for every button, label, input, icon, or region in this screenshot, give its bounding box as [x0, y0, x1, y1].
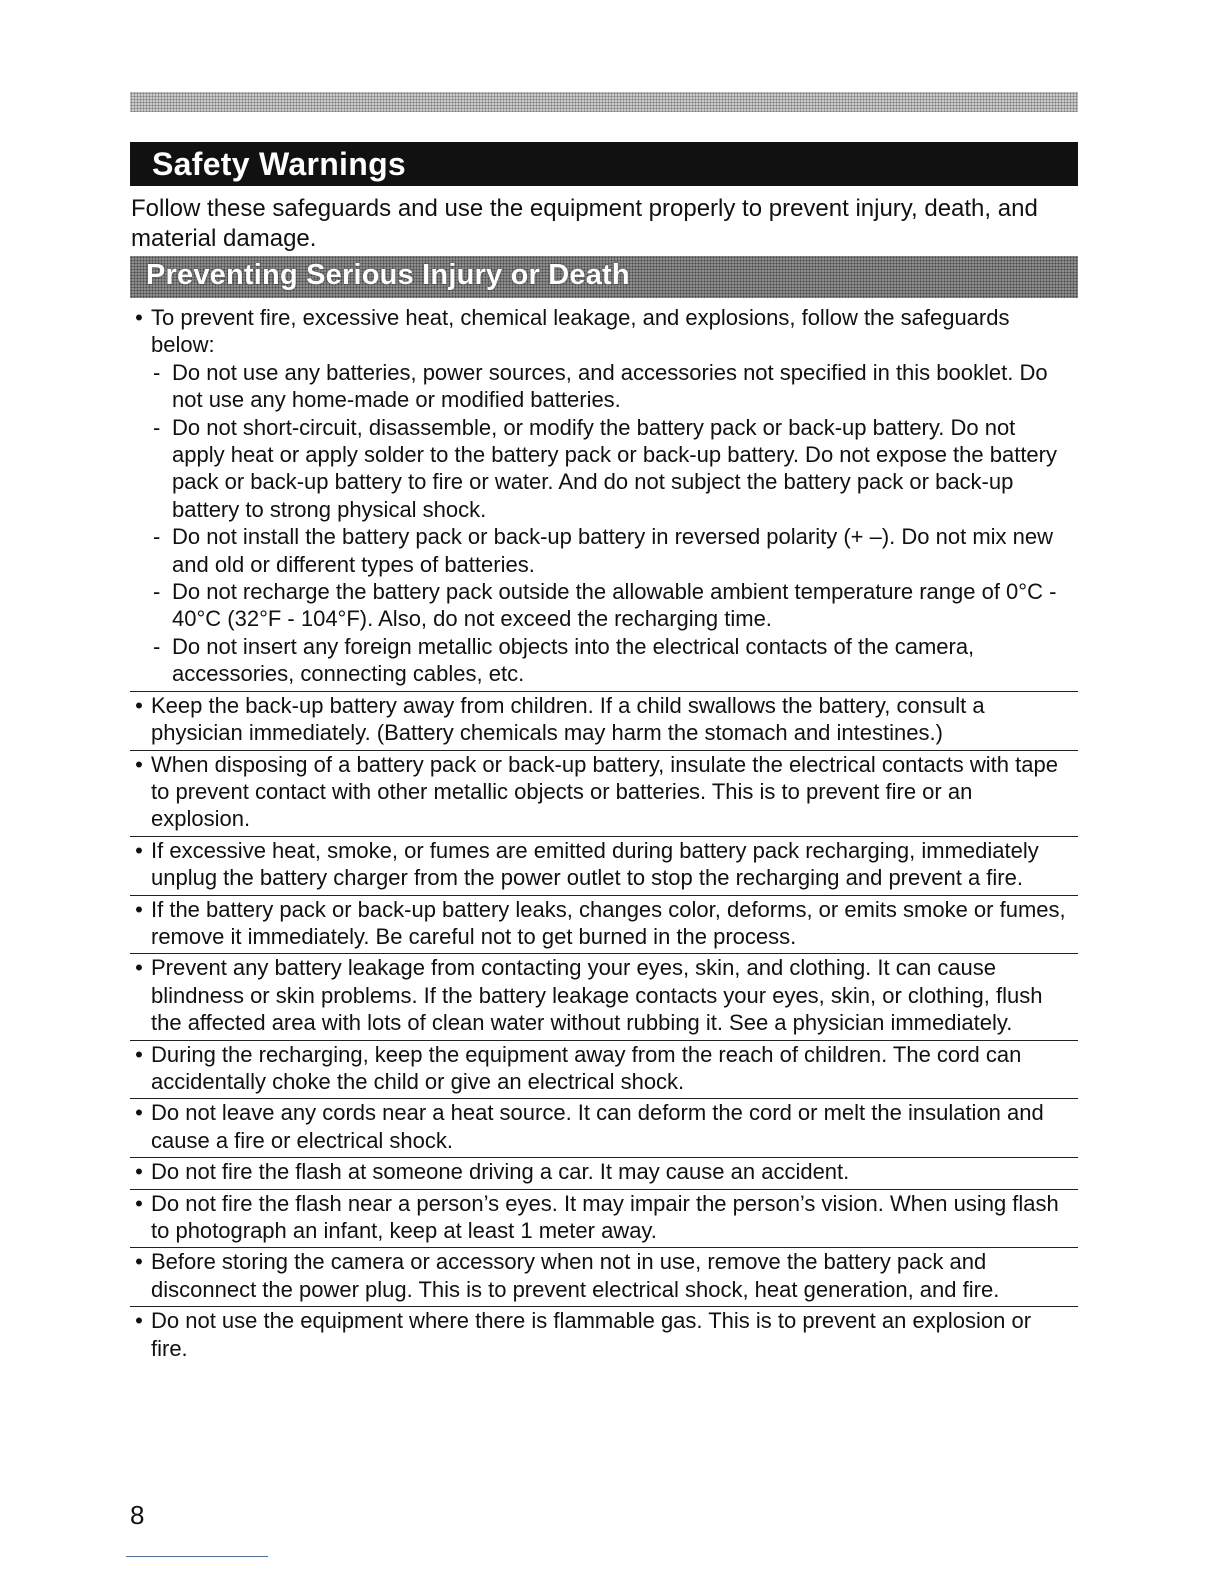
safeguard-item: [151, 414, 1072, 524]
intro-text: Follow these safeguards and use the equipment properly to prevent injury, death, and material damage.: [131, 195, 1038, 252]
warning-item: [130, 1307, 1078, 1365]
decorative-band: [130, 92, 1078, 112]
warning-item: [130, 1099, 1078, 1158]
bullet-icon: •: [135, 1100, 143, 1126]
bullet-icon: •: [135, 955, 143, 981]
bullet-icon: •: [135, 692, 143, 718]
safeguard-text: Do not recharge the battery pack outside the allowable ambient temperature range of 0°C - 40°C (32°F - 104°F). Also, do not exceed the recharging time.: [172, 579, 1057, 632]
bullet-icon: •: [135, 1159, 143, 1185]
bullet-icon: •: [135, 1190, 143, 1216]
dash-icon: -: [153, 359, 161, 385]
safeguard-item: [151, 359, 1072, 414]
warning-item: [130, 896, 1078, 955]
warning-text: Do not fire the flash near a person’s eyes. It may impair the person’s vision. When using flash to photograph an infant, keep at least 1 meter away.: [151, 1190, 1059, 1243]
warning-item: [130, 692, 1078, 751]
section-title: Preventing Serious Injury or Death: [146, 259, 630, 291]
warning-item: [130, 1158, 1078, 1189]
warning-text: To prevent fire, excessive heat, chemical leakage, and explosions, follow the safeguards below:: [151, 305, 1010, 358]
warning-item: [130, 1190, 1078, 1249]
dash-icon: -: [153, 633, 161, 659]
safeguard-text: Do not short-circuit, disassemble, or modify the battery pack or back-up battery. Do not apply heat or apply solder to the battery pack or back-up battery. Do not expose the battery pack or back-up battery to fire or water. And do not subject the battery pack or back-up battery to strong physical shock.: [172, 414, 1057, 522]
bullet-icon: •: [135, 305, 143, 330]
warning-text: During the recharging, keep the equipment away from the reach of children. The cord can accidentally choke the child or give an electrical shock.: [151, 1041, 1022, 1094]
title-bar: [130, 142, 1078, 186]
safeguard-text: Do not use any batteries, power sources, and accessories not specified in this booklet. Do not use any home-made or modified batteries.: [172, 359, 1048, 413]
warning-item: [130, 1248, 1078, 1307]
warning-list: [130, 304, 1078, 1365]
section-header-bar: [130, 256, 1078, 298]
dash-icon: -: [153, 579, 161, 605]
warning-text: Prevent any battery leakage from contacting your eyes, skin, and clothing. It can cause blindness or skin problems. If the battery leakage contacts your eyes, skin, or clothing, flush the affected area with lots of clean water without rubbing it. See a physician immediately.: [151, 955, 1043, 1036]
warning-item: [130, 751, 1078, 837]
bullet-icon: •: [135, 1308, 143, 1334]
footer-rule: [126, 1556, 268, 1557]
page-number: 8: [130, 1500, 145, 1530]
dash-icon: -: [153, 524, 161, 550]
warning-text: When disposing of a battery pack or back-up battery, insulate the electrical contacts with tape to prevent contact with other metallic objects or batteries. This is to prevent fire or an explosion.: [151, 751, 1058, 832]
dash-icon: -: [153, 414, 161, 440]
safeguard-item: [151, 578, 1072, 633]
safeguard-item: [151, 523, 1072, 578]
warning-text: Do not fire the flash at someone driving a car. It may cause an accident.: [151, 1159, 850, 1185]
warning-item: [130, 837, 1078, 896]
warning-text: Keep the back-up battery away from children. If a child swallows the battery, consult a physician immediately. (Battery chemicals may harm the stomach and intestines.): [151, 692, 985, 746]
warning-text: If excessive heat, smoke, or fumes are emitted during battery pack recharging, immediately unplug the battery charger from the power outlet to stop the recharging and prevent a fire.: [151, 837, 1039, 891]
bullet-icon: •: [135, 896, 143, 922]
page-title: Safety Warnings: [152, 146, 407, 182]
warning-item: [130, 954, 1078, 1040]
safeguard-text: Do not install the battery pack or back-up battery in reversed polarity (+ –). Do not mix new and old or different types of batteries.: [172, 524, 1054, 577]
bullet-icon: •: [135, 1041, 143, 1067]
bullet-icon: •: [135, 1249, 143, 1275]
safeguard-sub-list: [151, 359, 1072, 688]
warning-text: If the battery pack or back-up battery leaks, changes color, deforms, or emits smoke or fumes, remove it immediately. Be careful not to get burned in the process.: [151, 896, 1066, 949]
bullet-icon: •: [135, 837, 143, 863]
warning-text: Before storing the camera or accessory when not in use, remove the battery pack and disconnect the power plug. This is to prevent electrical shock, heat generation, and fire.: [151, 1249, 1000, 1302]
safeguard-item: [151, 633, 1072, 688]
safeguard-text: Do not insert any foreign metallic objects into the electrical contacts of the camera, accessories, connecting cables, etc.: [172, 633, 975, 687]
bullet-icon: •: [135, 751, 143, 777]
warning-text: Do not use the equipment where there is flammable gas. This is to prevent an explosion or fire.: [151, 1308, 1032, 1361]
warning-text: Do not leave any cords near a heat source. It can deform the cord or melt the insulation and cause a fire or electrical shock.: [151, 1100, 1044, 1153]
warning-item: [130, 1041, 1078, 1100]
warning-item: [130, 304, 1078, 692]
